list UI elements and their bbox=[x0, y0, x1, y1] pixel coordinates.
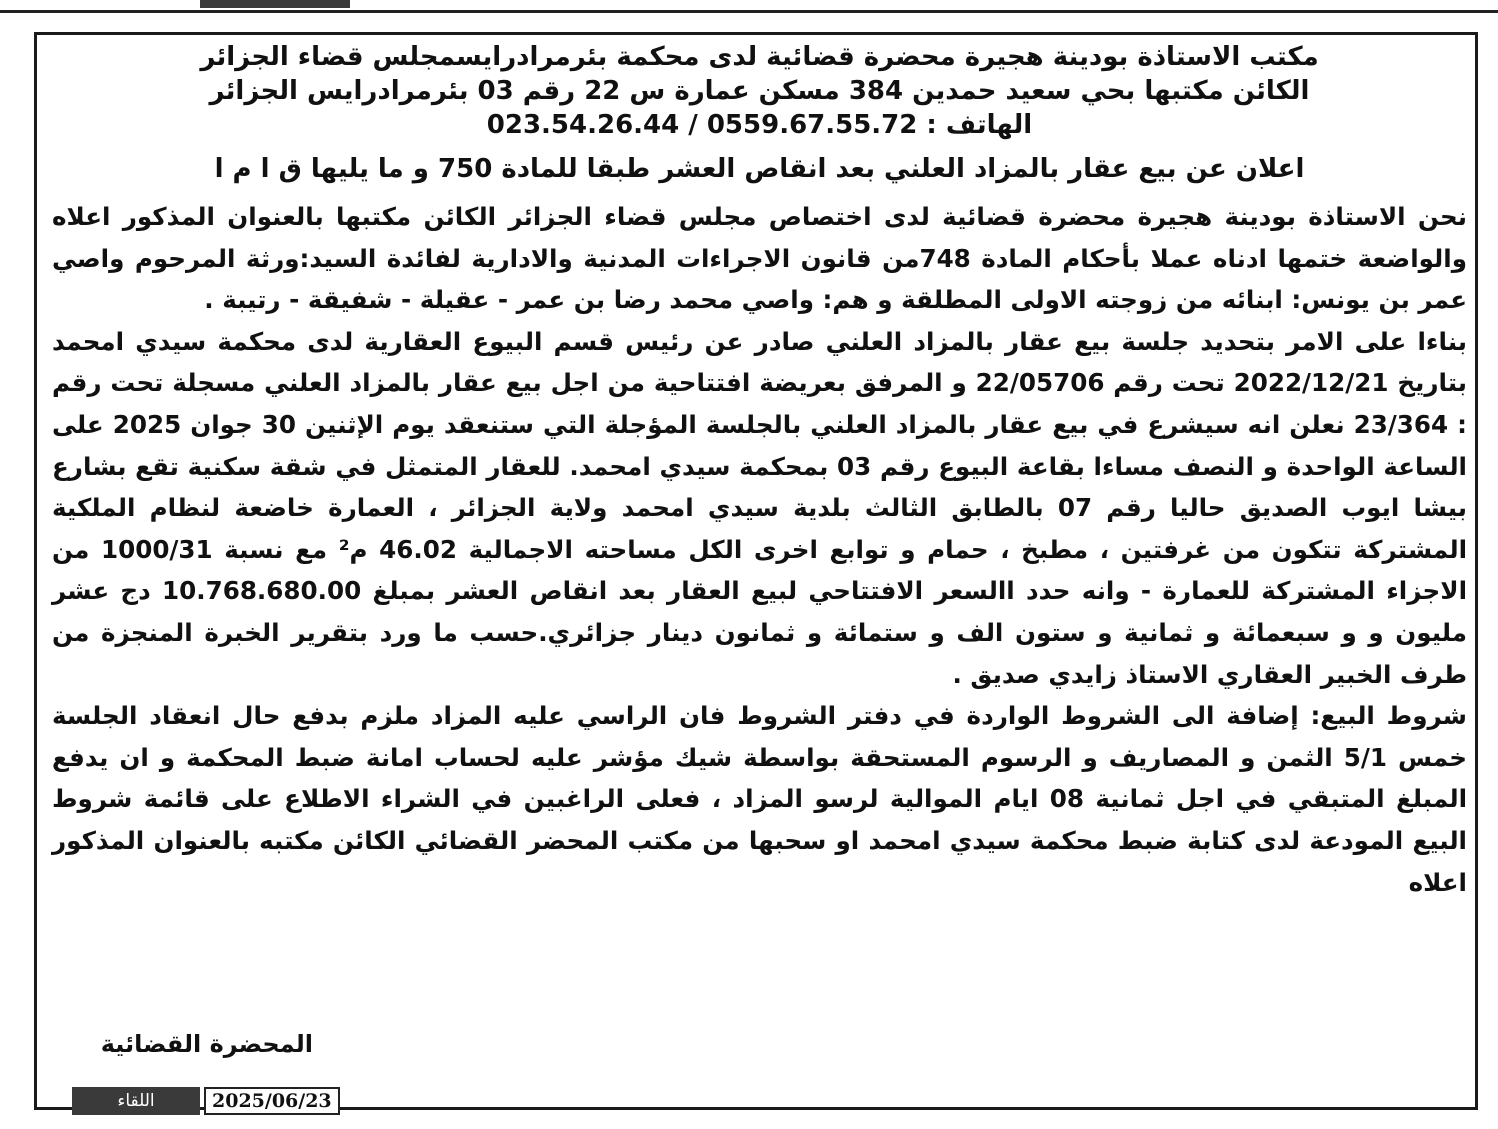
top-tab bbox=[200, 0, 350, 8]
notice-body bbox=[52, 40, 1467, 903]
paragraph-sale-conditions: شروط البيع: إضافة الى الشروط الواردة في دفتر الشروط فان الراسي عليه المزاد ملزم بدفع حال انعقاد الجلسة خمس 5/1 الثمن و المصاريف و الرسوم المستحقة بواسطة شيك مؤشر عليه لحساب امانة ضبط المحكمة و ان يدفع المبلغ المتبقي في اجل ثمانية 08 ايام الموالية لرسو المزاد ، فعلى الراغبين في الشراء الاطلاع على قائمة شروط البيع المودعة لدى كتابة ضبط محكمة سيدي امحمد او سحبها من مكتب المحضر القضائي الكائن مكتبه بالعنوان المذكور اعلاه bbox=[52, 701, 1467, 897]
signature: المحضرة القضائية bbox=[100, 1030, 313, 1058]
paragraph-intro: نحن الاستاذة بودينة هجيرة محضرة قضائية لدى اختصاص مجلس قضاء الجزائر الكائن مكتبها بالعنوان المذكور اعلاه والواضعة ختمها ادناه عملا بأحكام المادة 748من قانون الاجراءات المدنية والادارية لفائدة السيد:ورثة المرحوم واصي عمر بن يونس: ابنائه من زوجته الاولى المطلقة و هم: واصي محمد رضا بن عمر - عقيلة - شفيقة - رتيبة . bbox=[52, 202, 1467, 315]
top-strip bbox=[0, 0, 1498, 13]
publication-name: اللقاء bbox=[72, 1087, 200, 1115]
office-header bbox=[52, 40, 1467, 142]
notice-title: اعلان عن بيع عقار بالمزاد العلني بعد انقاص العشر طبقا للمادة 750 و ما يليها ق ا م ا bbox=[214, 154, 1305, 184]
office-address: الكائن مكتبها بحي سعيد حمدين 384 مسكن عمارة س 22 رقم 03 بئرمرادرايس الجزائر bbox=[209, 76, 1310, 106]
footer-bar bbox=[72, 1087, 340, 1115]
office-name: مكتب الاستاذة بودينة هجيرة محضرة قضائية لدى محكمة بئرمرادرايسمجلس قضاء الجزائر bbox=[200, 42, 1319, 72]
publication-date: 2025/06/23 bbox=[204, 1087, 340, 1115]
office-phone: الهاتف : 0559.67.55.72 / 023.54.26.44 bbox=[486, 110, 1033, 140]
paragraph-sale-details: بناءا على الامر بتحديد جلسة بيع عقار بالمزاد العلني صادر عن رئيس قسم البيوع العقارية لدى محكمة سيدي امحمد بتاريخ 2022/12/21 تحت رقم 22/05706 و المرفق بعريضة افتتاحية من اجل بيع عقار بالمزاد العلني مسجلة تحت رقم : 23/364 نعلن انه سيشرع في بيع عقار بالمزاد العلني بالجلسة المؤجلة التي ستنعقد يوم الإثنين 30 جوان 2025 على الساعة الواحدة و النصف مساءا بقاعة البيوع رقم 03 بمحكمة سيدي امحمد. للعقار المتمثل في شقة سكنية تقع بشارع بيشا ايوب الصديق حاليا رقم 07 بالطابق الثالث بلدية سيدي امحمد ولاية الجزائر ، العمارة خاضعة لنظام الملكية المشتركة تتكون من غرفتين ، مطبخ ، حمام و توابع اخرى الكل مساحته الاجمالية 46.02 م² مع نسبة 1000/31 من الاجزاء المشتركة للعمارة - وانه حدد االسعر الافتتاحي لبيع العقار بعد انقاص العشر بمبلغ 10.768.680.00 دج عشر مليون و و سبعمائة و ثمانية و ستون الف و ستمائة و ثمانون دينار جزائري.حسب ما ورد بتقرير الخبرة المنجزة من طرف الخبير العقاري الاستاذ زايدي صديق . bbox=[52, 326, 1468, 689]
